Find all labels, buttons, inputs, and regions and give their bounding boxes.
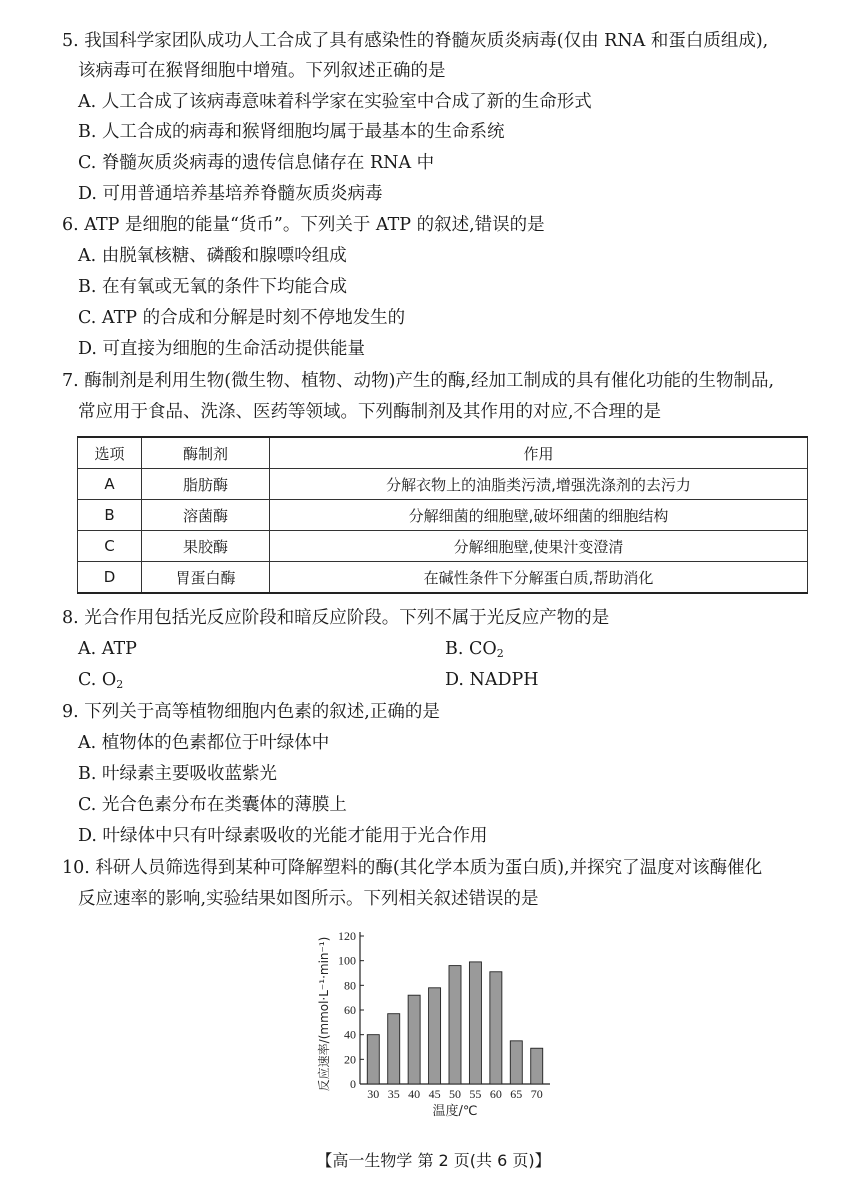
- x-tick-label: 35: [387, 1087, 400, 1101]
- table-header-row: [78, 437, 808, 469]
- q9-option-a: A. 植物体的色素都位于叶绿体中: [78, 733, 330, 753]
- q5-option-b: B. 人工合成的病毒和猴肾细胞均属于最基本的生命系统: [78, 122, 505, 142]
- table-cell: C: [78, 531, 142, 562]
- q8-option-a: A. ATP: [78, 639, 137, 659]
- q8-stem: 8. 光合作用包括光反应阶段和暗反应阶段。下列不属于光反应产物的是: [62, 608, 610, 628]
- table-cell: 在碱性条件下分解蛋白质,帮助消化: [270, 562, 808, 594]
- table-cell: B: [78, 500, 142, 531]
- table-cell: 分解细菌的细胞壁,破坏细菌的细胞结构: [270, 500, 808, 531]
- q5-stem-line1: 5. 我国科学家团队成功人工合成了具有感染性的脊髓灰质炎病毒(仅由 RNA 和蛋白质组成),: [62, 31, 769, 51]
- chart-bar: [408, 995, 420, 1084]
- x-tick-label: 55: [469, 1087, 482, 1101]
- y-tick-label: 60: [344, 1003, 356, 1017]
- q5-option-a: A. 人工合成了该病毒意味着科学家在实验室中合成了新的生命形式: [78, 92, 592, 112]
- q7-stem-line2: 常应用于食品、洗涤、医药等领域。下列酶制剂及其作用的对应,不合理的是: [78, 402, 662, 422]
- y-tick-label: 20: [344, 1052, 356, 1067]
- chart-bar: [510, 1041, 522, 1084]
- q5-option-c: C. 脊髓灰质炎病毒的遗传信息储存在 RNA 中: [78, 153, 435, 173]
- y-tick-label: 0: [350, 1077, 356, 1091]
- q10-stem-line1: 10. 科研人员筛选得到某种可降解塑料的酶(其化学本质为蛋白质),并探究了温度对该酶催化: [62, 858, 763, 878]
- x-tick-label: 60: [489, 1087, 502, 1101]
- x-tick-label: 70: [530, 1087, 543, 1101]
- x-tick-label: 30: [367, 1087, 380, 1101]
- table-cell: 脂肪酶: [142, 469, 270, 500]
- table-row: [78, 500, 808, 531]
- q6-option-a: A. 由脱氧核糖、磷酸和腺嘌呤组成: [78, 246, 347, 266]
- chart-bar: [531, 1048, 543, 1084]
- chart-bar: [469, 962, 481, 1084]
- q9-stem: 9. 下列关于高等植物细胞内色素的叙述,正确的是: [62, 702, 440, 722]
- table-header-function: 作用: [270, 437, 808, 469]
- q6-option-b: B. 在有氧或无氧的条件下均能合成: [78, 277, 347, 297]
- q8-option-d: D. NADPH: [445, 670, 539, 690]
- table-header-enzyme: 酶制剂: [142, 437, 270, 469]
- y-tick-label: 120: [338, 929, 356, 943]
- y-tick-label: 100: [338, 953, 356, 968]
- q9-option-d: D. 叶绿体中只有叶绿素吸收的光能才能用于光合作用: [78, 826, 488, 846]
- q7-stem-line1: 7. 酶制剂是利用生物(微生物、植物、动物)产生的酶,经加工制成的具有催化功能的生物制品,: [62, 371, 775, 391]
- table-row: [78, 469, 808, 500]
- table-row: [78, 531, 808, 562]
- table-cell: 分解细胞壁,使果汁变澄清: [270, 531, 808, 562]
- table-row: [78, 562, 808, 594]
- x-tick-label: 65: [510, 1087, 523, 1101]
- table-cell: 溶菌酶: [142, 500, 270, 531]
- y-axis-title: 反应速率/(mmol·L⁻¹·min⁻¹): [317, 936, 331, 1092]
- q6-stem: 6. ATP 是细胞的能量“货币”。下列关于 ATP 的叙述,错误的是: [62, 215, 545, 235]
- chart-bars: [367, 962, 542, 1084]
- y-tick-label: 80: [344, 978, 356, 993]
- table-cell: 果胶酶: [142, 531, 270, 562]
- q6-option-c: C. ATP 的合成和分解是时刻不停地发生的: [78, 308, 406, 328]
- q6-option-d: D. 可直接为细胞的生命活动提供能量: [78, 339, 366, 359]
- q10-stem-line2: 反应速率的影响,实验结果如图所示。下列相关叙述错误的是: [78, 889, 539, 909]
- table-cell: 分解衣物上的油脂类污渍,增强洗涤剂的去污力: [270, 469, 808, 500]
- enzyme-table: [77, 436, 808, 594]
- table-cell: D: [78, 562, 142, 594]
- q8-option-b: B. $CO_2$: [445, 639, 504, 660]
- q9-option-b: B. 叶绿素主要吸收蓝紫光: [78, 764, 277, 784]
- x-tick-label: 50: [449, 1087, 461, 1101]
- reaction-rate-bar-chart: [310, 926, 560, 1121]
- chart-bar: [490, 972, 502, 1084]
- q9-option-c: C. 光合色素分布在类囊体的薄膜上: [78, 795, 347, 815]
- table-cell: A: [78, 469, 142, 500]
- chart-bar: [429, 988, 441, 1084]
- chart-bar: [449, 966, 461, 1084]
- y-tick-label: 40: [344, 1027, 356, 1042]
- x-axis-title: 温度/℃: [432, 1104, 478, 1119]
- x-tick-label: 40: [408, 1087, 421, 1101]
- chart-bar: [388, 1014, 400, 1084]
- q5-stem-line2: 该病毒可在猴肾细胞中增殖。下列叙述正确的是: [78, 61, 446, 81]
- page-footer: 【高一生物学 第 2 页(共 6 页)】: [316, 1151, 551, 1170]
- table-cell: 胃蛋白酶: [142, 562, 270, 594]
- table-header-option: 选项: [78, 437, 142, 469]
- q8-option-c: C. $O_2$: [78, 670, 124, 691]
- chart-bar: [367, 1035, 379, 1084]
- q5-option-d: D. 可用普通培养基培养脊髓灰质炎病毒: [78, 184, 383, 204]
- x-tick-label: 45: [428, 1087, 441, 1101]
